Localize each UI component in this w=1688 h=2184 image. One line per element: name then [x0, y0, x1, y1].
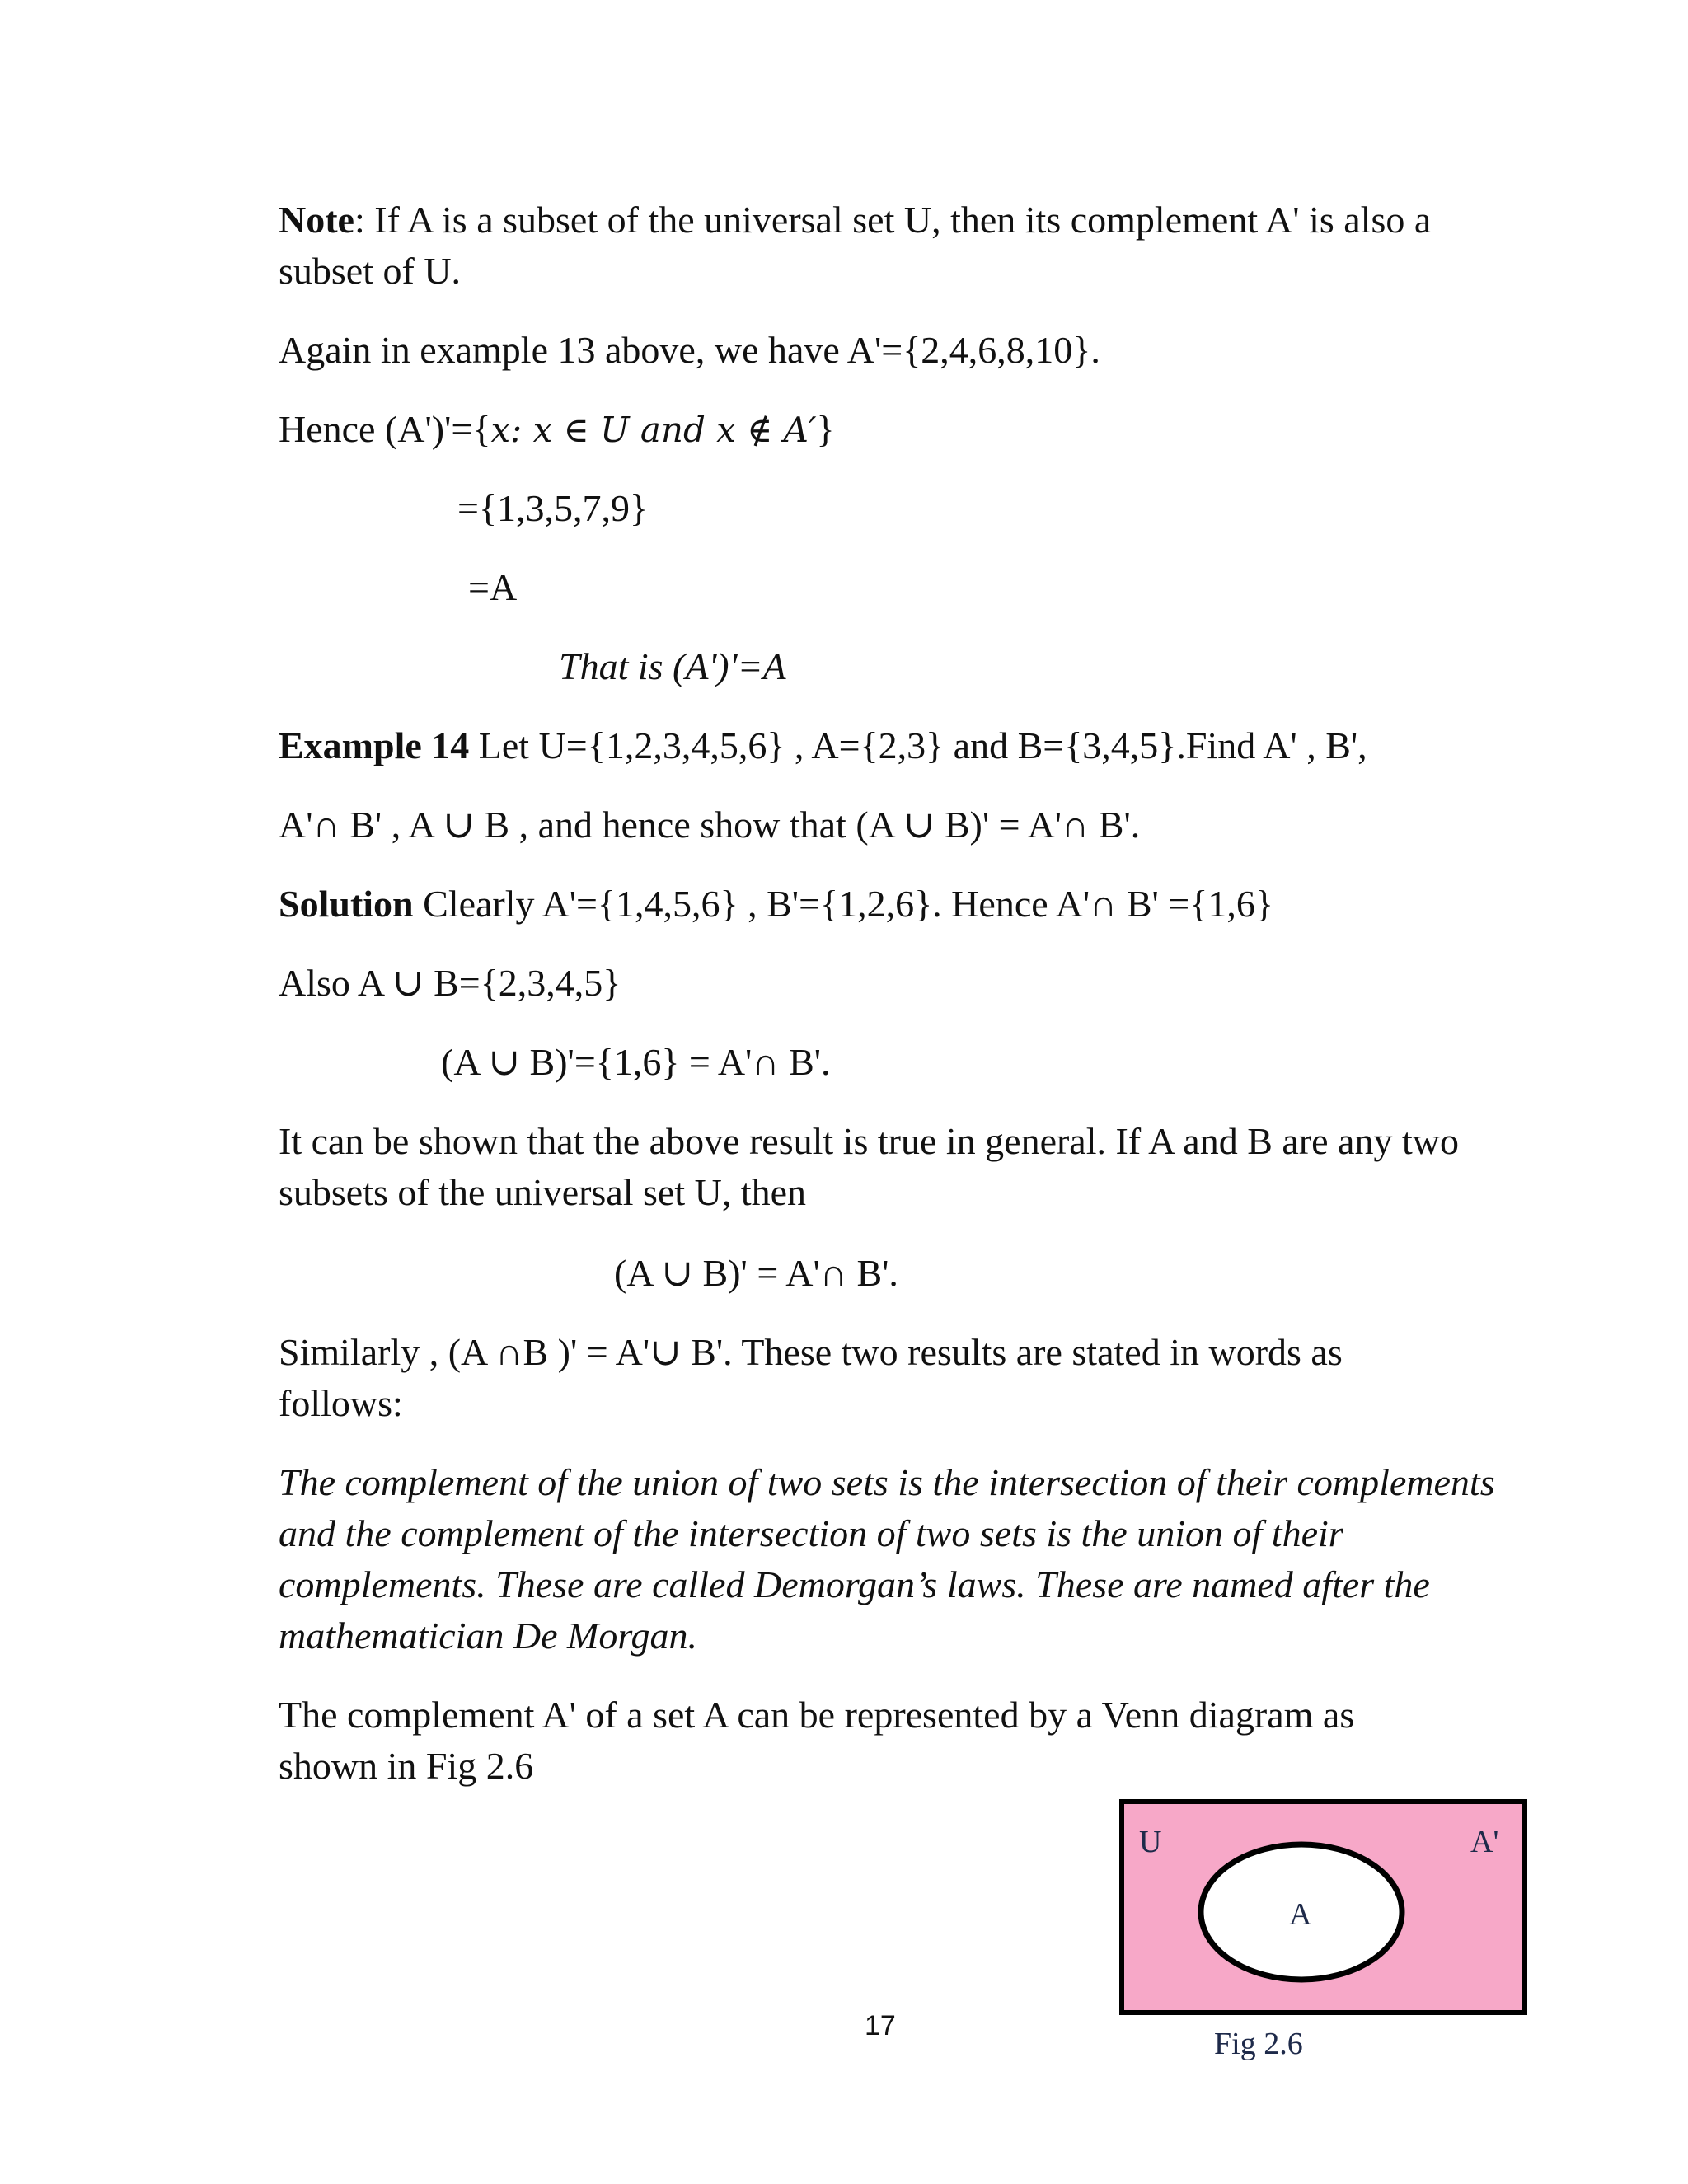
complement-label: A' [1470, 1825, 1499, 1859]
hence-set-builder: x: x ∈ U and x ∉ A′ [490, 410, 817, 450]
similarly-paragraph: Similarly , (A ∩B )' = A'∪ B'. These two results are stated in words as follows: [279, 1331, 1343, 1424]
step-equals-a: =A [468, 566, 518, 608]
solution-text: Clearly A'={1,4,5,6} , B'={1,2,6}. Hence A'∩ B' ={1,6} [413, 883, 1273, 925]
example14-label: Example 14 [279, 724, 470, 766]
set-a-label: A [1289, 1897, 1312, 1932]
general-paragraph: It can be shown that the above result is true in general. If A and B are any two subsets of the universal set U, then [279, 1120, 1459, 1213]
note-label: Note [279, 199, 354, 241]
result-line: (A ∪ B)'={1,6} = A'∩ B'. [441, 1041, 831, 1083]
example14-text: Let U={1,2,3,4,5,6} , A={2,3} and B={3,4,5}.Find A' , B', [469, 724, 1367, 766]
note-text: : If A is a subset of the universal set U, then its complement A' is also a subset of U. [279, 199, 1432, 292]
page-number: 17 [865, 2010, 896, 2041]
step-odd-set: ={1,3,5,7,9} [457, 487, 649, 529]
solution-line [279, 879, 1273, 930]
solution-label: Solution [279, 883, 414, 925]
hence-suffix: } [816, 408, 835, 450]
that-is-line: That is (A')'=A [559, 645, 786, 687]
note-paragraph [279, 194, 1490, 297]
example14-line1 [279, 720, 1367, 771]
again-line: Again in example 13 above, we have A'={2,4,6,8,10}. [279, 329, 1100, 371]
demorgan-paragraph: The complement of the union of two sets is the intersection of their complements and the complement of the intersection of two sets is the union of their complements. These are called Demorgan’s laws. These are named after the mathematician De Morgan. [279, 1461, 1495, 1657]
universe-label: U [1139, 1825, 1162, 1859]
venn-intro-paragraph: The complement A' of a set A can be represented by a Venn diagram as shown in Fig 2.6 [279, 1694, 1355, 1787]
example14-line2: A'∩ B' , A ∪ B , and hence show that (A ∪ B)' = A'∩ B'. [279, 804, 1141, 846]
formula-line: (A ∪ B)' = A'∩ B'. [614, 1252, 898, 1294]
venn-diagram [1119, 1799, 1527, 2015]
figure-caption: Fig 2.6 [1214, 2027, 1303, 2061]
also-line: Also A ∪ B={2,3,4,5} [279, 962, 621, 1004]
hence-line [279, 404, 835, 456]
hence-prefix: Hence (A')'={ [279, 408, 491, 450]
